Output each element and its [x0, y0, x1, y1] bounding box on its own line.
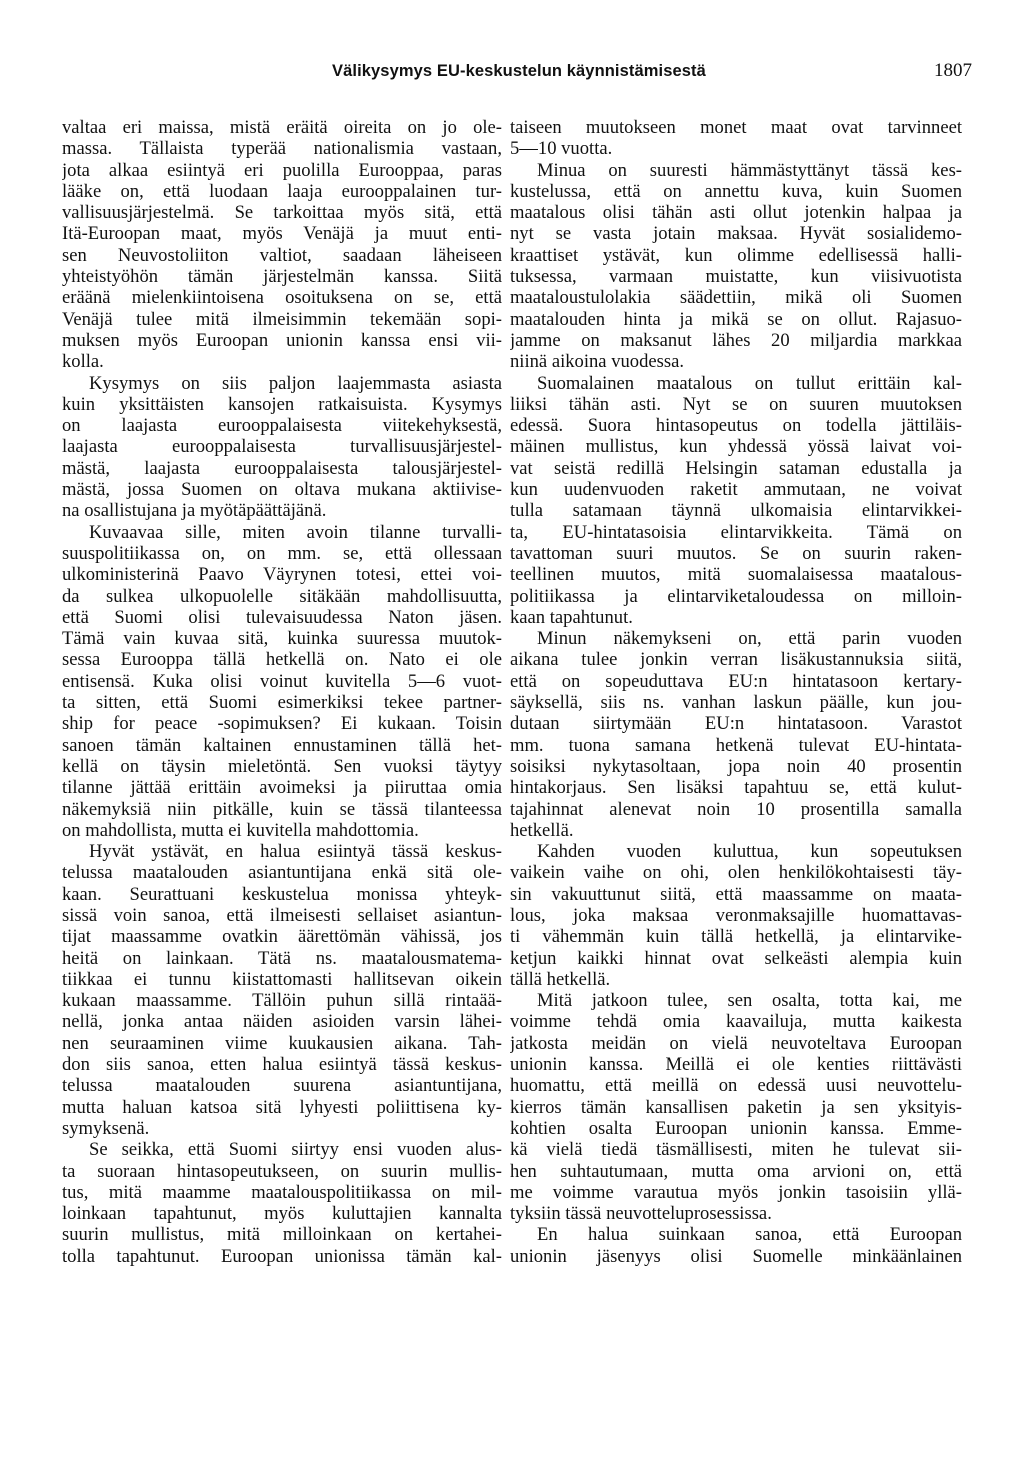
text-line: tijat maassamme ovatkin äärettömän vähissä, jos [62, 926, 502, 948]
text-line: Venäjä tulee mitä ilmeisimmin tekemään sopi- [62, 308, 502, 330]
text-line: maataloustulolakia säädettiin, mikä oli Suomen [510, 287, 962, 309]
text-line: jota alkaa esiintyä eri puolilla Eurooppaa, paras [62, 159, 502, 181]
text-line: tolla tapahtunut. Euroopan unionissa tämän kal- [62, 1245, 502, 1267]
text-line: entisensä. Kuka olisi voinut kuvitella 5—6 vuot- [62, 670, 502, 692]
text-line: ta, EU-hintatasoisia elintarvikkeita. Tämä on [510, 521, 962, 543]
text-line: teellinen muutos, mitä suomalaisessa maatalous- [510, 564, 962, 586]
text-line: tavattoman suuri muutos. Se on suurin raken- [510, 542, 962, 564]
text-line: kuin yksittäisten kansojen ratkaisuista. Kysymys [62, 393, 502, 415]
text-line: suuspolitiikassa on, on mm. se, että ollessaan [62, 542, 502, 564]
text-line: jatkosta meidän on vielä neuvoteltava Euroopan [510, 1032, 962, 1054]
text-line: da sulkea ulkopuolelle sitäkään mahdollisuutta, [62, 585, 502, 607]
text-line: Tämä vain kuvaa sitä, kuinka suuressa muutok- [62, 628, 502, 650]
text-line: että Suomi olisi tulevaisuudessa Naton jäsen. [62, 606, 502, 628]
text-line: tus, mitä maamme maatalouspolitiikassa on mil- [62, 1181, 502, 1203]
text-line: Suomalainen maatalous on tullut erittäin kal- [537, 372, 962, 394]
text-line: Minua on suuresti hämmästyttänyt tässä kes- [537, 159, 962, 181]
text-line: kaan. Seurattuani keskustelua monissa yhteyk- [62, 883, 502, 905]
text-line: mästä, jossa Suomen on oltava mukana aktiivise- [62, 479, 502, 501]
text-line: Itä-Euroopan maat, myös Venäjä ja muut enti- [62, 223, 502, 245]
text-line: kä vielä tiedä täsmällisesti, miten he tulevat sii- [510, 1139, 962, 1161]
text-line: aikana tulee jonkin verran lisäkustannuksia siitä, [510, 649, 962, 671]
text-line: na osallistujana ja myötäpäättäjänä. [62, 500, 327, 522]
text-line: taiseen muutokseen monet maat ovat tarvinneet [510, 117, 962, 138]
text-line: politiikassa ja elintarviketaloudessa on milloin- [510, 585, 962, 607]
text-line: että on sopeuduttava EU:n hintatasoon kertary- [510, 670, 962, 692]
text-line: unionin kanssa. Meillä ei ole kenties riittävästi [510, 1054, 962, 1076]
text-line: mästä, laajasta eurooppalaisesta talousjärjestel- [62, 457, 502, 479]
text-line: kaan tapahtunut. [510, 606, 633, 628]
text-line: ta sitten, että Suomi esimerkiksi tekee partner- [62, 692, 502, 714]
text-line: kolla. [62, 351, 104, 373]
text-line: voimme tehdä omia kaavailuja, mutta kaikesta [510, 1011, 962, 1033]
text-line: lous, joka maksaa veronmaksajille huomattavas- [510, 904, 962, 926]
text-line: telussa maatalouden suurena asiantuntijana, [62, 1075, 502, 1097]
text-line: sen Neuvostoliiton valtiot, saadaan läheiseen [62, 244, 502, 266]
text-line: Minun näkemykseni on, että parin vuoden [537, 628, 962, 650]
text-line: liiksi tähän asti. Nyt se on suuren muutoksen [510, 393, 962, 415]
text-line: Kuvaavaa sille, miten avoin tilanne turvalli- [89, 521, 502, 543]
page-number: 1807 [934, 60, 972, 81]
left-text-column [62, 117, 502, 1267]
text-line: soisiksi nykytasoltaan, jopa noin 40 prosentin [510, 755, 962, 777]
text-line: säyksellä, siis ns. vanhan laskun päälle, kun jou- [510, 692, 962, 714]
text-line: eräänä mielenkiintoisena osoituksena on se, että [62, 287, 502, 309]
text-line: kohtien osalta Euroopan unionin kanssa. Emme- [510, 1117, 962, 1139]
text-line: Se seikka, että Suomi siirtyy ensi vuoden alus- [89, 1139, 502, 1161]
running-title: Välikysymys EU-keskustelun käynnistämisestä [332, 62, 706, 80]
text-line: kraattiset ystävät, kun olimme edellisessä halli- [510, 244, 962, 266]
text-line: symyksenä. [62, 1117, 150, 1139]
text-line: me voimme varautua myös jonkin tasoisiin yllä- [510, 1181, 962, 1203]
text-line: tajahinnat alenevat noin 10 prosentilla samalla [510, 798, 962, 820]
text-line: näkemyksiä niin pitkälle, kuin se tässä tilanteessa [62, 798, 502, 820]
text-line: telussa maatalouden asiantuntijana enkä sitä ole- [62, 862, 502, 884]
text-line: hetkellä. [510, 819, 574, 841]
text-line: laajasta eurooppalaisesta turvallisuusjärjestel- [62, 436, 502, 458]
text-line: kellä on täysin mieletöntä. Sen vuoksi täytyy [62, 755, 502, 777]
text-line: tiikkaa ei tunnu kiistattomasti hallitsevan oikein [62, 968, 502, 990]
text-line: huomattu, että meillä on edessä uusi neuvottelu- [510, 1075, 962, 1097]
text-line: hen suhtautumaan, mutta oma arvioni on, että [510, 1160, 962, 1182]
text-line: valtaa eri maissa, mistä eräitä oireita on jo ole- [62, 117, 502, 138]
text-line: ta suoraan hintasopeutukseen, on suurin mullis- [62, 1160, 502, 1182]
text-line: on mahdollista, mutta ei kuvitella mahdottomia. [62, 819, 419, 841]
text-line: mutta haluan katsoa sitä lyhyesti poliittisena ky- [62, 1096, 502, 1118]
text-line: sin vakuuttunut siitä, että maassamme on maata- [510, 883, 962, 905]
text-line: kukaan maassamme. Tällöin puhun sillä rintaää- [62, 990, 502, 1012]
text-line: vallisuusjärjestelmä. Se tarkoittaa myös sitä, että [62, 202, 502, 224]
text-line: vat seistä redillä Helsingin sataman edustalla ja [510, 457, 962, 479]
text-line: Kahden vuoden kuluttua, kun sopeutuksen [537, 841, 962, 863]
text-line: maatalouden hinta ja mikä se on ollut. Rajasuo- [510, 308, 962, 330]
text-line: sessa Eurooppa tällä hetkellä on. Nato ei ole [62, 649, 502, 671]
text-line: mäinen mullistus, kun yhdessä yössä laivat voi- [510, 436, 962, 458]
text-line: on laajasta eurooppalaisesta viitekehyksestä, [62, 415, 502, 437]
text-line: nellä, jonka antaa näiden asioiden varsin lähei- [62, 1011, 502, 1033]
text-line: sanoen tämän kaltainen ennustaminen tällä het- [62, 734, 502, 756]
text-line: vaikein vaihe on ohi, olen henkilökohtaisesti täy- [510, 862, 962, 884]
text-line: nen seuraaminen viime kuukausien aikana. Tah- [62, 1032, 502, 1054]
text-line: tuksessa, varmaan muistatte, kun viisivuotista [510, 266, 962, 288]
text-line: kun uudenvuoden raketit ammutaan, ne voivat [510, 479, 962, 501]
text-line: tulla satamaan täynnä ulkomaisia elintarvikkei- [510, 500, 962, 522]
right-text-column [510, 117, 962, 1267]
text-line: mm. tuona samana hetkenä tulevat EU-hintata- [510, 734, 962, 756]
text-line: massa. Tällaista typerää nationalismia vastaan, [62, 138, 502, 160]
text-line: muksen myös Euroopan unionin kanssa ensi vii- [62, 329, 502, 351]
text-line: ulkoministerinä Paavo Väyrynen totesi, ettei voi- [62, 564, 502, 586]
text-line: nyt se vasta jotain maksaa. Hyvät sosialidemo- [510, 223, 962, 245]
text-line: edessä. Suora hintasopeutus on todella jättiläis- [510, 415, 962, 437]
text-line: kierros tämän kansallisen paketin ja sen yksityis- [510, 1096, 962, 1118]
text-line: yhteistyöhön tämän järjestelmän kanssa. Siitä [62, 266, 502, 288]
text-line: ketjun kaikki hinnat ovat selkeästi alempia kuin [510, 947, 962, 969]
text-line: hintakorjaus. Sen lisäksi tapahtuu se, että kulut- [510, 777, 962, 799]
text-line: Hyvät ystävät, en halua esiintyä tässä keskus- [89, 841, 502, 863]
text-line: jamme on maksanut lähes 20 miljardia markkaa [510, 329, 962, 351]
text-line: unionin jäsenyys olisi Suomelle minkäänlainen [510, 1245, 962, 1267]
text-line: dutaan siirtymään EU:n hintatasoon. Varastot [510, 713, 962, 735]
text-line: tällä hetkellä. [510, 968, 611, 990]
text-line: maatalous olisi tähän asti ollut jotenkin halpaa ja [510, 202, 962, 224]
page-header [62, 56, 972, 86]
text-line: niinä aikoina vuodessa. [510, 351, 685, 373]
text-line: kustelussa, että on annettu kuva, kuin Suomen [510, 180, 962, 202]
text-line: En halua suinkaan sanoa, että Euroopan [537, 1224, 962, 1246]
text-line: heitä on lainkaan. Tätä ns. maatalousmatema- [62, 947, 502, 969]
text-line: loinkaan tapahtunut, myös kuluttajien kannalta [62, 1203, 502, 1225]
text-line: lääke on, että luodaan laaja eurooppalainen tur- [62, 180, 502, 202]
text-line: Mitä jatkoon tulee, sen osalta, totta kai, me [537, 990, 962, 1012]
text-line: suurin mullistus, mitä milloinkaan on kertahei- [62, 1224, 502, 1246]
text-line: don siis sanoa, etten halua esiintyä tässä keskus- [62, 1054, 502, 1076]
text-line: 5—10 vuotta. [510, 138, 613, 160]
text-line: tilanne jättää erittäin avoimeksi ja piiruttaa omia [62, 777, 502, 799]
text-line: sissä voin sanoa, että ilmeisesti sellaiset asiantun- [62, 904, 502, 926]
text-line: ship for peace -sopimuksen? Ei kukaan. Toisin [62, 713, 502, 735]
text-line: tyksiin tässä neuvotteluprosessissa. [510, 1203, 772, 1225]
text-line: Kysymys on siis paljon laajemmasta asiasta [89, 372, 502, 394]
text-line: ti vähemmän kuin tällä hetkellä, ja elintarvike- [510, 926, 962, 948]
